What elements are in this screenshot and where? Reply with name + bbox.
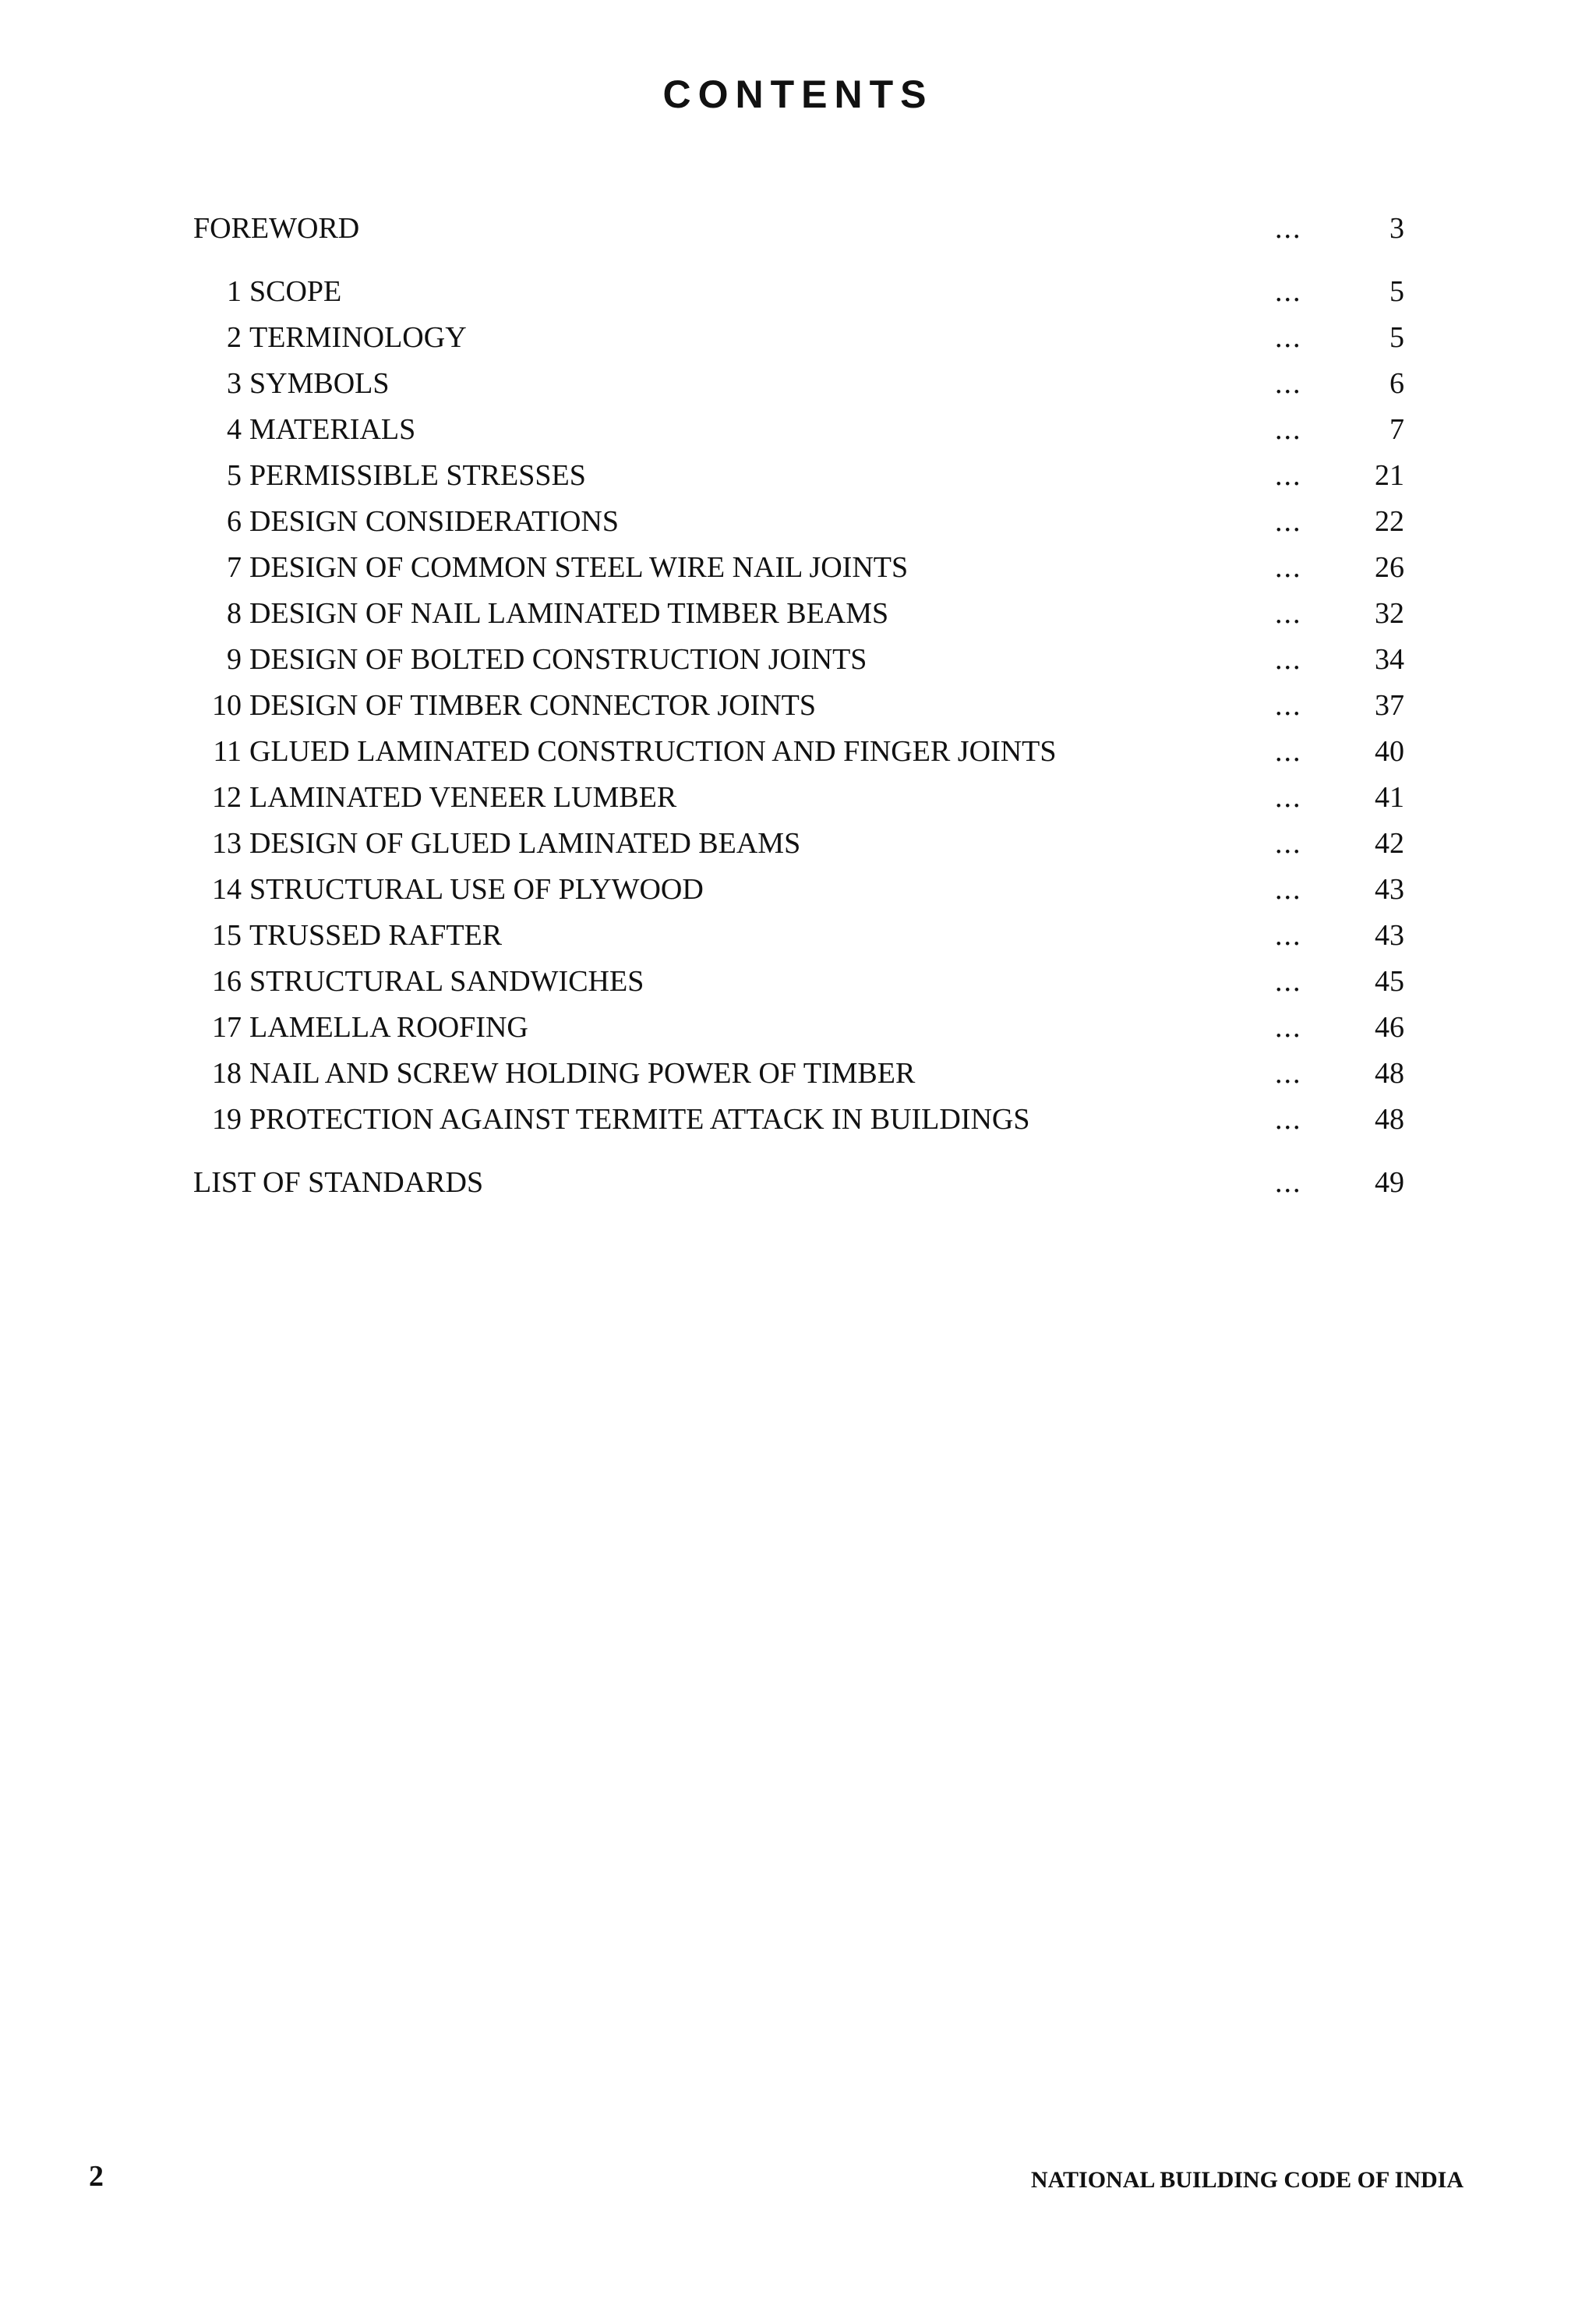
- toc-leader: ...: [1275, 367, 1302, 400]
- toc-section-number: 4: [227, 413, 242, 446]
- toc-section-number: 13: [212, 827, 242, 860]
- toc-label: STRUCTURAL SANDWICHES: [249, 965, 644, 998]
- toc-leader: ...: [1275, 1166, 1302, 1199]
- toc-entry[interactable]: [193, 362, 1404, 405]
- toc-leader: ...: [1275, 919, 1302, 952]
- toc-leader: ...: [1275, 321, 1302, 354]
- toc-label: DESIGN OF BOLTED CONSTRUCTION JOINTS: [249, 643, 867, 676]
- toc-label: MATERIALS: [249, 413, 416, 446]
- toc-section-number: 14: [212, 873, 242, 906]
- toc-page-number: 40: [1375, 735, 1404, 768]
- toc-section-number: 7: [227, 551, 242, 584]
- toc-label: LAMINATED VENEER LUMBER: [249, 781, 677, 814]
- toc-section-number: 6: [227, 505, 242, 538]
- toc-entry[interactable]: [193, 776, 1404, 819]
- toc-label: SCOPE: [249, 275, 342, 308]
- toc-entry-foreword[interactable]: [193, 207, 1404, 250]
- toc-page-number: 32: [1375, 597, 1404, 630]
- toc-entry[interactable]: [193, 684, 1404, 727]
- toc-leader: ...: [1275, 212, 1302, 245]
- toc-section-number: 12: [212, 781, 242, 814]
- footer-document-title: NATIONAL BUILDING CODE OF INDIA: [1030, 2167, 1464, 2193]
- toc-leader: ...: [1275, 873, 1302, 906]
- toc-section-number: 1: [227, 275, 242, 308]
- toc-leader: ...: [1275, 1057, 1302, 1090]
- toc-label: DESIGN OF NAIL LAMINATED TIMBER BEAMS: [249, 597, 889, 630]
- toc-label: LAMELLA ROOFING: [249, 1011, 528, 1044]
- toc-leader: ...: [1275, 735, 1302, 768]
- toc-entry-list-of-standards[interactable]: [193, 1161, 1404, 1204]
- toc-leader: ...: [1275, 551, 1302, 584]
- toc-page-number: 48: [1375, 1103, 1404, 1136]
- footer-page-number: 2: [89, 2160, 104, 2193]
- toc-page-number: 5: [1389, 275, 1404, 308]
- toc-page-number: 43: [1375, 919, 1404, 952]
- page-title: CONTENTS: [662, 72, 934, 116]
- toc-page-number: 41: [1375, 781, 1404, 814]
- toc-page-number: 42: [1375, 827, 1404, 860]
- toc-entry[interactable]: [193, 454, 1404, 497]
- toc-label: PERMISSIBLE STRESSES: [249, 459, 586, 492]
- toc-page-number: 34: [1375, 643, 1404, 676]
- toc-section-number: 11: [213, 735, 242, 768]
- toc-page-number: 21: [1375, 459, 1404, 492]
- toc-label: LIST OF STANDARDS: [193, 1166, 484, 1199]
- toc-section-number: 10: [212, 689, 242, 722]
- toc-section-number: 9: [227, 643, 242, 676]
- toc-entry[interactable]: [193, 868, 1404, 911]
- toc-label: TERMINOLOGY: [249, 321, 467, 354]
- toc-section-number: 15: [212, 919, 242, 952]
- toc-entry[interactable]: [193, 1052, 1404, 1095]
- toc-label: TRUSSED RAFTER: [249, 919, 503, 952]
- toc-label: PROTECTION AGAINST TERMITE ATTACK IN BUILDINGS: [249, 1103, 1030, 1136]
- toc-page-number: 43: [1375, 873, 1404, 906]
- toc-label: FOREWORD: [193, 212, 360, 245]
- toc-label: NAIL AND SCREW HOLDING POWER OF TIMBER: [249, 1057, 916, 1090]
- toc-leader: ...: [1275, 275, 1302, 308]
- toc-section-number: 8: [227, 597, 242, 630]
- toc-entry[interactable]: [193, 822, 1404, 865]
- toc-leader: ...: [1275, 965, 1302, 998]
- toc-leader: ...: [1275, 505, 1302, 538]
- toc-leader: ...: [1275, 1011, 1302, 1044]
- toc-page-number: 7: [1389, 413, 1404, 446]
- toc-page-number: 5: [1389, 321, 1404, 354]
- toc-page-number: 22: [1375, 505, 1404, 538]
- toc-entry[interactable]: [193, 730, 1404, 773]
- toc-leader: ...: [1275, 827, 1302, 860]
- toc-page-number: 49: [1375, 1166, 1404, 1199]
- toc-entry[interactable]: [193, 1098, 1404, 1141]
- toc-entry[interactable]: [193, 546, 1404, 589]
- toc-label: DESIGN CONSIDERATIONS: [249, 505, 619, 538]
- toc-page-number: 3: [1389, 212, 1404, 245]
- toc-page-number: 48: [1375, 1057, 1404, 1090]
- toc-label: DESIGN OF TIMBER CONNECTOR JOINTS: [249, 689, 816, 722]
- toc-label: STRUCTURAL USE OF PLYWOOD: [249, 873, 704, 906]
- toc-section-number: 18: [212, 1057, 242, 1090]
- toc-leader: ...: [1275, 689, 1302, 722]
- toc-page-number: 45: [1375, 965, 1404, 998]
- toc-leader: ...: [1275, 459, 1302, 492]
- toc-label: GLUED LAMINATED CONSTRUCTION AND FINGER JOINTS: [249, 735, 1057, 768]
- toc-page-number: 6: [1389, 367, 1404, 400]
- toc-page-number: 46: [1375, 1011, 1404, 1044]
- toc-leader: ...: [1275, 413, 1302, 446]
- toc-section-number: 5: [227, 459, 242, 492]
- toc-leader: ...: [1275, 781, 1302, 814]
- toc-label: DESIGN OF GLUED LAMINATED BEAMS: [249, 827, 801, 860]
- toc-section-number: 2: [227, 321, 242, 354]
- toc-entry[interactable]: [193, 638, 1404, 681]
- toc-leader: ...: [1275, 643, 1302, 676]
- toc-section-number: 17: [212, 1011, 242, 1044]
- toc-entry[interactable]: [193, 270, 1404, 313]
- toc-entry[interactable]: [193, 960, 1404, 1003]
- toc-section-number: 19: [212, 1103, 242, 1136]
- toc-page-number: 37: [1375, 689, 1404, 722]
- toc-page-number: 26: [1375, 551, 1404, 584]
- toc-section-number: 16: [212, 965, 242, 998]
- toc-entry[interactable]: [193, 1006, 1404, 1049]
- toc-leader: ...: [1275, 1103, 1302, 1136]
- toc-label: DESIGN OF COMMON STEEL WIRE NAIL JOINTS: [249, 551, 909, 584]
- toc-entry[interactable]: [193, 316, 1404, 359]
- toc-label: SYMBOLS: [249, 367, 390, 400]
- toc-section-number: 3: [227, 367, 242, 400]
- toc-entry[interactable]: [193, 592, 1404, 635]
- toc-leader: ...: [1275, 597, 1302, 630]
- toc-entry[interactable]: [193, 500, 1404, 543]
- toc-entry[interactable]: [193, 408, 1404, 451]
- toc-entry[interactable]: [193, 914, 1404, 957]
